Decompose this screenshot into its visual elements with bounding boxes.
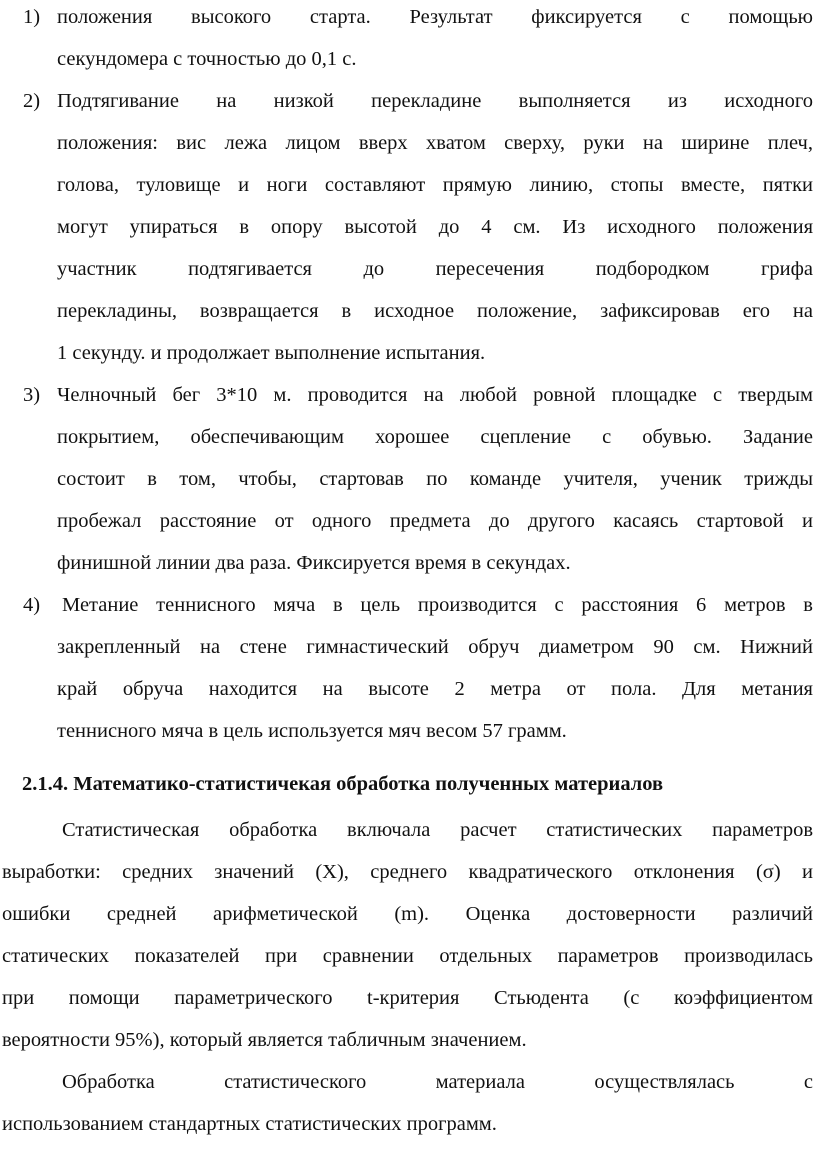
item-4-line-1: Метание теннисного мяча в цель производится с расстояния 6 метров в [62,594,813,616]
item-2-line-7: 1 секунду. и продолжает выполнение испытания. [57,342,486,364]
section-heading: 2.1.4. Математико-статистичекая обработка полученных материалов [22,773,664,795]
list-marker-2: 2) [23,90,41,112]
item-3-line-3: состоит в том, чтобы, стартовав по команде учителя, ученик трижды [57,468,813,490]
list-marker-3: 3) [23,384,41,406]
item-2-line-1: Подтягивание на низкой перекладине выполняется из исходного [57,90,813,112]
item-2-line-2: положения: вис лежа лицом вверх хватом сверху, руки на ширине плеч, [57,132,813,154]
paragraph-1-line-6: вероятности 95%), который является табличным значением. [2,1029,527,1051]
list-marker-4: 4) [23,594,41,616]
item-1-line-1: положения высокого старта. Результат фиксируется с помощью [57,6,813,28]
item-3-line-2: покрытием, обеспечивающим хорошее сцепление с обувью. Задание [57,426,813,448]
paragraph-1-line-4: статических показателей при сравнении отдельных параметров производилась [2,945,813,967]
item-3-line-1: Челночный бег 3*10 м. проводится на любой ровной площадке с твердым [57,384,813,406]
paragraph-1-line-1: Статистическая обработка включала расчет статистических параметров [62,819,813,841]
paragraph-1-line-5: при помощи параметрического t-критерия Стьюдента (с коэффициентом [2,987,813,1009]
paragraph-2-line-1: Обработка статистического материала осуществлялась с [62,1071,813,1093]
item-2-line-5: участник подтягивается до пересечения подбородком грифа [57,258,813,280]
paragraph-1-line-2: выработки: средних значений (X), среднего квадратического отклонения (σ) и [2,861,813,883]
paragraph-1-line-3: ошибки средней арифметической (m). Оценка достоверности различий [2,903,813,925]
item-4-line-3: край обруча находится на высоте 2 метра от пола. Для метания [57,678,813,700]
item-3-line-5: финишной линии два раза. Фиксируется время в секундах. [57,552,571,574]
paragraph-2-line-2: использованием стандартных статистических программ. [2,1113,497,1135]
item-1-line-2: секундомера с точностью до 0,1 с. [57,48,357,70]
item-4-line-4: теннисного мяча в цель используется мяч весом 57 грамм. [57,720,567,742]
item-3-line-4: пробежал расстояние от одного предмета до другого касаясь стартовой и [57,510,813,532]
item-2-line-4: могут упираться в опору высотой до 4 см. Из исходного положения [57,216,813,238]
item-2-line-3: голова, туловище и ноги составляют прямую линию, стопы вместе, пятки [57,174,813,196]
item-2-line-6: перекладины, возвращается в исходное положение, зафиксировав его на [57,300,813,322]
item-4-line-2: закрепленный на стене гимнастический обруч диаметром 90 см. Нижний [57,636,813,658]
list-marker-1: 1) [23,6,41,28]
